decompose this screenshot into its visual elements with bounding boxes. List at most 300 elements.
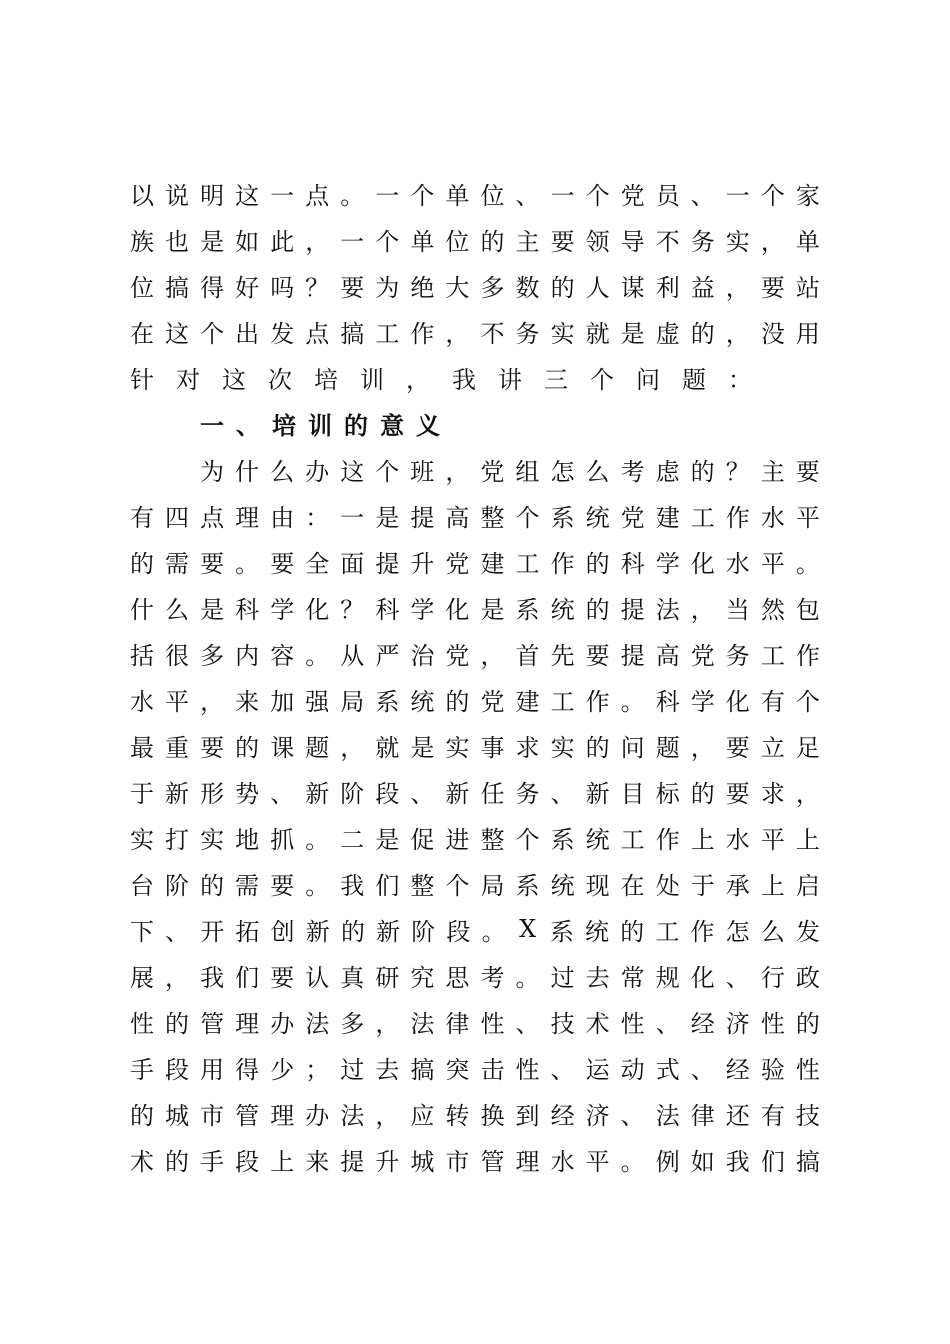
glyph: 系 <box>375 687 400 716</box>
glyph: 性 <box>760 1009 785 1038</box>
glyph: 新 <box>376 917 401 946</box>
glyph: 认 <box>305 963 330 992</box>
glyph: 性 <box>620 1009 645 1038</box>
glyph: 法 <box>410 1009 435 1038</box>
glyph: X <box>519 915 537 943</box>
glyph: 工 <box>550 687 575 716</box>
glyph: 研 <box>375 963 400 992</box>
glyph: 实 <box>445 733 470 762</box>
glyph: 新 <box>445 779 470 808</box>
glyph: 平 <box>585 1147 610 1176</box>
glyph: 目 <box>620 779 645 808</box>
glyph: 么 <box>270 457 295 486</box>
glyph: ， <box>165 963 190 992</box>
glyph: 建 <box>655 503 680 532</box>
glyph: 党 <box>620 181 645 210</box>
glyph: 我 <box>725 1147 750 1176</box>
glyph: 阶 <box>165 871 190 900</box>
glyph: 是 <box>200 227 225 256</box>
glyph: 管 <box>480 1147 505 1176</box>
glyph: 要 <box>200 733 225 762</box>
glyph: 展 <box>130 963 154 992</box>
glyph: 括 <box>130 641 154 670</box>
glyph: ， <box>760 227 785 256</box>
glyph: 作 <box>550 549 575 578</box>
glyph: 的 <box>585 549 610 578</box>
glyph: 去 <box>585 963 610 992</box>
glyph: 。 <box>235 549 260 578</box>
glyph: 站 <box>795 273 820 302</box>
glyph: 出 <box>235 319 260 348</box>
glyph: 们 <box>760 1147 785 1176</box>
glyph: 新 <box>165 779 190 808</box>
glyph: 先 <box>550 641 575 670</box>
text-line <box>130 584 820 630</box>
glyph: 工 <box>655 917 680 946</box>
glyph: 在 <box>620 871 645 900</box>
glyph: 平 <box>165 687 190 716</box>
glyph: 到 <box>515 1101 540 1130</box>
glyph: 培 <box>272 411 296 440</box>
glyph: 水 <box>725 825 750 854</box>
glyph: 谋 <box>620 273 645 302</box>
text-line <box>130 906 820 952</box>
glyph: 学 <box>655 549 680 578</box>
glyph: 个 <box>515 503 540 532</box>
glyph: 发 <box>270 319 295 348</box>
glyph: 段 <box>446 917 471 946</box>
glyph: 作 <box>585 687 610 716</box>
glyph: 的 <box>690 779 715 808</box>
glyph: 于 <box>690 871 715 900</box>
glyph: 的 <box>130 549 154 578</box>
glyph: 实 <box>550 319 575 348</box>
glyph: 多 <box>200 641 225 670</box>
glyph: 工 <box>620 825 645 854</box>
glyph: 段 <box>235 1147 260 1176</box>
glyph: 党 <box>445 641 470 670</box>
text-line <box>130 952 820 998</box>
glyph: 面 <box>340 549 365 578</box>
glyph: 们 <box>235 963 260 992</box>
glyph: 家 <box>795 181 820 210</box>
glyph: 学 <box>270 595 295 624</box>
glyph: 要 <box>200 549 225 578</box>
glyph: 务 <box>725 641 750 670</box>
section-heading <box>130 400 820 446</box>
glyph: 党 <box>620 503 645 532</box>
glyph: 次 <box>268 365 292 394</box>
glyph: ： <box>305 503 330 532</box>
glyph: 要 <box>585 641 610 670</box>
glyph: 什 <box>130 595 154 624</box>
glyph: 的 <box>340 917 365 946</box>
glyph: 的 <box>550 273 575 302</box>
glyph: 单 <box>795 227 820 256</box>
glyph: 从 <box>340 641 365 670</box>
text-line <box>130 722 820 768</box>
glyph: 阶 <box>340 779 365 808</box>
glyph: 导 <box>620 227 645 256</box>
glyph: 题 <box>305 733 330 762</box>
glyph: 统 <box>585 825 610 854</box>
glyph: 管 <box>235 1101 260 1130</box>
glyph: 。 <box>481 917 506 946</box>
glyph: 我 <box>200 963 225 992</box>
glyph: 化 <box>305 595 330 624</box>
glyph: 阶 <box>411 917 436 946</box>
glyph: 我 <box>452 365 476 394</box>
glyph: 城 <box>410 1147 435 1176</box>
glyph: 统 <box>550 595 575 624</box>
glyph: 考 <box>480 963 505 992</box>
glyph: 段 <box>375 779 400 808</box>
glyph: 化 <box>725 687 750 716</box>
glyph: 启 <box>795 871 820 900</box>
glyph: 训 <box>308 411 332 440</box>
text-line <box>130 676 820 722</box>
glyph: 去 <box>375 1055 400 1084</box>
glyph: ； <box>305 1055 330 1084</box>
glyph: 务 <box>515 319 540 348</box>
glyph: 虚 <box>655 319 680 348</box>
glyph: 手 <box>130 1055 154 1084</box>
glyph: 建 <box>480 549 505 578</box>
glyph: 的 <box>344 411 368 440</box>
glyph: 新 <box>305 917 330 946</box>
glyph: 一 <box>200 411 224 440</box>
glyph: 主 <box>515 227 540 256</box>
glyph: 个 <box>795 687 820 716</box>
glyph: 首 <box>515 641 540 670</box>
glyph: 提 <box>375 549 400 578</box>
glyph: 高 <box>445 503 470 532</box>
glyph: 手 <box>200 1147 225 1176</box>
glyph: 形 <box>200 779 225 808</box>
glyph: 员 <box>655 181 680 210</box>
glyph: 这 <box>235 181 260 210</box>
glyph: 局 <box>340 687 365 716</box>
glyph: 科 <box>620 549 645 578</box>
glyph: 要 <box>340 273 365 302</box>
glyph: ， <box>690 733 715 762</box>
glyph: ： <box>728 365 752 394</box>
glyph: 现 <box>585 871 610 900</box>
glyph: 、 <box>270 779 295 808</box>
glyph: 点 <box>305 181 330 210</box>
glyph: 题 <box>655 733 680 762</box>
glyph: 的 <box>585 595 610 624</box>
glyph: 治 <box>410 641 435 670</box>
glyph: 真 <box>340 963 365 992</box>
glyph: 的 <box>165 1009 190 1038</box>
glyph: 一 <box>725 181 750 210</box>
glyph: 足 <box>795 733 820 762</box>
glyph: 统 <box>585 503 610 532</box>
glyph: ， <box>480 641 505 670</box>
glyph: 、 <box>515 181 540 210</box>
text-line-last <box>130 354 820 400</box>
glyph: 上 <box>690 825 715 854</box>
glyph: 整 <box>480 503 505 532</box>
glyph: 、 <box>410 779 435 808</box>
glyph: 益 <box>690 273 715 302</box>
glyph: 党 <box>445 549 470 578</box>
glyph: 是 <box>480 595 505 624</box>
text-line <box>130 262 820 308</box>
glyph: 人 <box>585 273 610 302</box>
glyph: 、 <box>515 1009 540 1038</box>
glyph: 、 <box>550 1055 575 1084</box>
glyph: 化 <box>445 595 470 624</box>
glyph: 市 <box>445 1147 470 1176</box>
glyph: 就 <box>375 733 400 762</box>
glyph: 好 <box>235 273 260 302</box>
glyph: 是 <box>410 733 435 762</box>
glyph: 提 <box>620 641 645 670</box>
glyph: 一 <box>375 181 400 210</box>
glyph: 。 <box>305 825 330 854</box>
glyph: 建 <box>515 687 540 716</box>
glyph: 虑 <box>655 457 680 486</box>
glyph: 训 <box>360 365 384 394</box>
text-line <box>130 768 820 814</box>
glyph: 提 <box>620 595 645 624</box>
glyph: 位 <box>130 273 154 302</box>
glyph: 党 <box>480 687 505 716</box>
glyph: 主 <box>760 457 785 486</box>
glyph: 我 <box>340 871 365 900</box>
glyph: 问 <box>636 365 660 394</box>
glyph: 包 <box>795 595 820 624</box>
glyph: 律 <box>690 1101 715 1130</box>
glyph: 击 <box>480 1055 505 1084</box>
glyph: 统 <box>410 687 435 716</box>
glyph: 培 <box>314 365 338 394</box>
glyph: 常 <box>620 963 645 992</box>
glyph: 点 <box>305 319 330 348</box>
glyph: 上 <box>795 825 820 854</box>
glyph: 搞 <box>795 1147 820 1176</box>
glyph: 发 <box>795 917 820 946</box>
glyph: 理 <box>270 1101 295 1130</box>
glyph: 。 <box>620 687 645 716</box>
glyph: 处 <box>655 871 680 900</box>
glyph: 不 <box>655 227 680 256</box>
glyph: 么 <box>760 917 785 946</box>
glyph: 利 <box>655 273 680 302</box>
glyph: 究 <box>410 963 435 992</box>
glyph: 创 <box>270 917 295 946</box>
glyph: 然 <box>760 595 785 624</box>
glyph: 律 <box>445 1009 470 1038</box>
glyph: 没 <box>760 319 785 348</box>
glyph: 在 <box>130 319 154 348</box>
glyph: 一 <box>270 181 295 210</box>
glyph: 多 <box>340 1009 365 1038</box>
glyph: 术 <box>585 1009 610 1038</box>
glyph: 、 <box>655 1009 680 1038</box>
glyph: 得 <box>235 1055 260 1084</box>
glyph: 很 <box>165 641 190 670</box>
glyph: 用 <box>200 1055 225 1084</box>
glyph: 为 <box>200 457 224 486</box>
glyph: 式 <box>655 1055 680 1084</box>
glyph: 、 <box>690 181 715 210</box>
glyph: 组 <box>515 457 540 486</box>
glyph: 、 <box>165 917 190 946</box>
glyph: 来 <box>305 1147 330 1176</box>
glyph: 对 <box>176 365 200 394</box>
glyph: 的 <box>585 733 610 762</box>
glyph: 是 <box>620 319 645 348</box>
glyph: 来 <box>235 687 260 716</box>
glyph: 拓 <box>235 917 260 946</box>
glyph: 意 <box>380 411 404 440</box>
glyph: 科 <box>375 595 400 624</box>
glyph: ？ <box>725 457 750 486</box>
glyph: 水 <box>725 549 750 578</box>
glyph: 要 <box>270 871 295 900</box>
glyph: 这 <box>340 457 365 486</box>
glyph: 考 <box>620 457 645 486</box>
glyph: 一 <box>340 503 365 532</box>
glyph: 搞 <box>165 273 190 302</box>
glyph: 领 <box>585 227 610 256</box>
glyph: 实 <box>200 825 225 854</box>
glyph: 理 <box>235 1009 260 1038</box>
glyph: 平 <box>760 825 785 854</box>
glyph: 有 <box>760 687 785 716</box>
glyph: 作 <box>725 503 750 532</box>
glyph: 这 <box>165 319 190 348</box>
glyph: 升 <box>410 549 435 578</box>
glyph: 于 <box>130 779 154 808</box>
glyph: 开 <box>200 917 225 946</box>
text-line <box>130 860 820 906</box>
glyph: 理 <box>235 503 260 532</box>
glyph: 地 <box>235 825 260 854</box>
glyph: 要 <box>760 273 785 302</box>
glyph: 系 <box>515 871 540 900</box>
glyph: 们 <box>375 871 400 900</box>
glyph: 讲 <box>498 365 522 394</box>
glyph: 最 <box>130 733 154 762</box>
glyph: ， <box>340 733 365 762</box>
glyph: ， <box>375 1009 400 1038</box>
glyph: ， <box>305 227 330 256</box>
glyph: 题 <box>682 365 706 394</box>
glyph: 求 <box>515 733 540 762</box>
glyph: 工 <box>760 641 785 670</box>
glyph: 系 <box>550 503 575 532</box>
glyph: 怎 <box>550 457 575 486</box>
glyph: 要 <box>795 457 820 486</box>
text-line <box>130 308 820 354</box>
paragraph-first-line <box>130 446 820 492</box>
glyph: 课 <box>270 733 295 762</box>
glyph: 有 <box>760 1101 785 1130</box>
glyph: 科 <box>235 595 260 624</box>
glyph: 作 <box>795 641 820 670</box>
glyph: 事 <box>480 733 505 762</box>
glyph: 转 <box>445 1101 470 1130</box>
glyph: 重 <box>165 733 190 762</box>
glyph: 当 <box>725 595 750 624</box>
glyph: 市 <box>200 1101 225 1130</box>
glyph: 么 <box>165 595 190 624</box>
glyph: 四 <box>165 503 190 532</box>
glyph: 例 <box>655 1147 680 1176</box>
glyph: 针 <box>130 365 154 394</box>
glyph: 实 <box>550 733 575 762</box>
glyph: 、 <box>236 411 260 440</box>
glyph: 抓 <box>270 825 295 854</box>
glyph: 实 <box>725 227 750 256</box>
text-line <box>130 492 820 538</box>
glyph: 法 <box>655 595 680 624</box>
glyph: 单 <box>445 181 470 210</box>
glyph: 个 <box>585 181 610 210</box>
glyph: 点 <box>200 503 225 532</box>
glyph: 提 <box>410 503 435 532</box>
glyph: 用 <box>795 319 820 348</box>
glyph: 台 <box>130 871 154 900</box>
glyph: 法 <box>305 1009 330 1038</box>
text-line <box>130 998 820 1044</box>
glyph: 学 <box>410 595 435 624</box>
glyph: 的 <box>620 917 645 946</box>
glyph: 么 <box>585 457 610 486</box>
glyph: 个 <box>760 181 785 210</box>
glyph: 吗 <box>270 273 295 302</box>
glyph: ， <box>375 1101 400 1130</box>
glyph: ？ <box>340 595 365 624</box>
glyph: 水 <box>130 687 154 716</box>
glyph: 性 <box>130 1009 154 1038</box>
glyph: 实 <box>130 825 154 854</box>
glyph: 的 <box>445 687 470 716</box>
glyph: 统 <box>550 871 575 900</box>
glyph: 规 <box>655 963 680 992</box>
glyph: 以 <box>130 181 154 210</box>
glyph: 水 <box>760 503 785 532</box>
glyph: 任 <box>480 779 505 808</box>
glyph: 务 <box>690 227 715 256</box>
glyph: 位 <box>445 227 470 256</box>
glyph: ？ <box>305 273 330 302</box>
glyph: ， <box>795 779 820 808</box>
glyph: 管 <box>200 1009 225 1038</box>
glyph: 的 <box>130 1101 154 1130</box>
glyph: 办 <box>305 1101 330 1130</box>
glyph: 要 <box>270 549 295 578</box>
glyph: 过 <box>550 963 575 992</box>
glyph: 经 <box>690 1009 715 1038</box>
glyph: 怎 <box>725 917 750 946</box>
glyph: 作 <box>690 917 715 946</box>
glyph: 如 <box>235 227 260 256</box>
glyph: 单 <box>410 227 435 256</box>
glyph: 水 <box>550 1147 575 1176</box>
glyph: 搞 <box>410 1055 435 1084</box>
glyph: 还 <box>725 1101 750 1130</box>
glyph: 求 <box>760 779 785 808</box>
glyph: 打 <box>165 825 190 854</box>
glyph: 数 <box>515 273 540 302</box>
glyph: 法 <box>655 1101 680 1130</box>
glyph: 是 <box>375 825 400 854</box>
